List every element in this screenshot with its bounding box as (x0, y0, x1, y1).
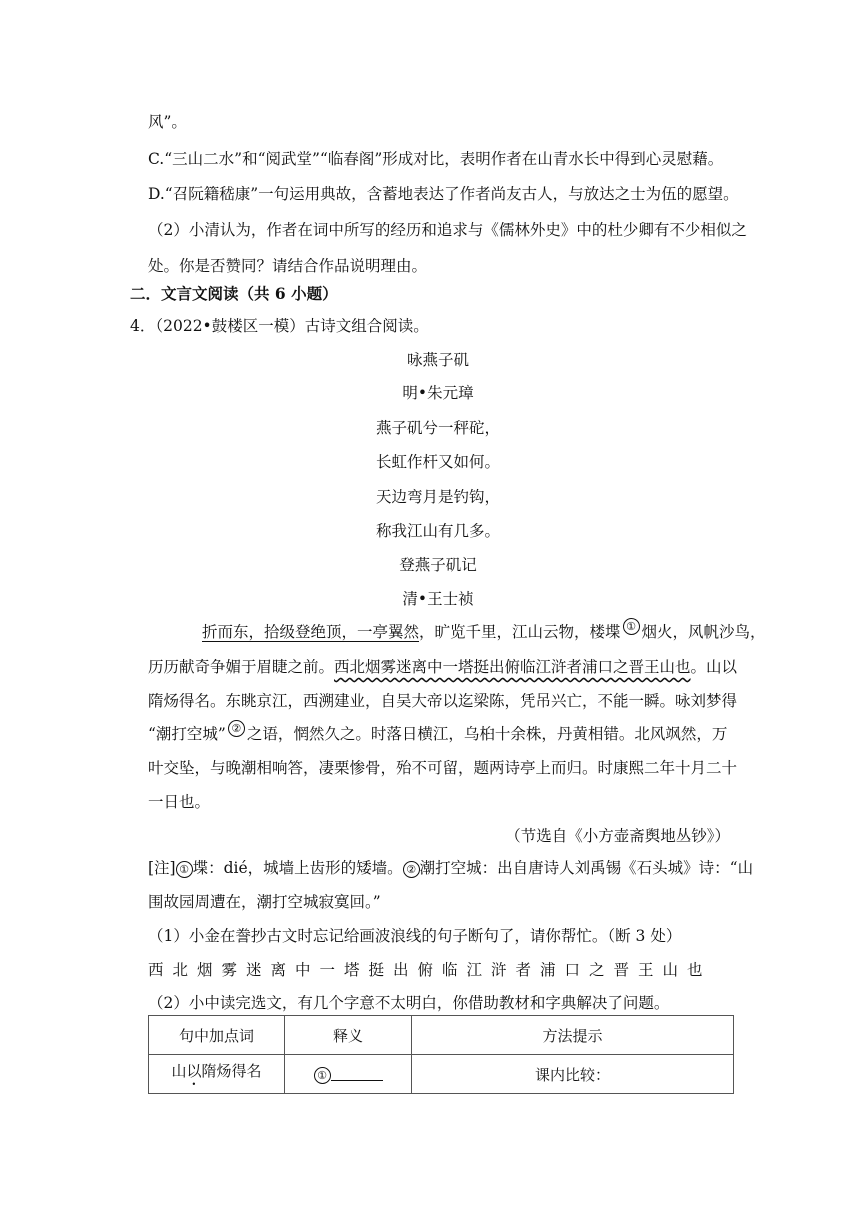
prose-line-1: 折而东，拾级登绝顶，一亭翼然，旷览千里，江山云物，楼堞 ① 烟火，风帆沙鸟， (202, 620, 766, 641)
annotation-line-1: [注] ① 堞：dié，城墙上齿形的矮墙。 ② 潮打空城：出自唐诗人刘禹锡《石头城》诗：“山 (148, 859, 754, 877)
table-header-row (149, 1016, 734, 1055)
option-c: C.“三山二水”和“阅武堂”“临春阁”形成对比，表明作者在山青水长中得到心灵慰藉。 (148, 150, 724, 168)
prose-line-5: 叶交坠，与晚潮相响答，凄栗惨骨，殆不可留，题两诗亭上而归。时康熙二年十月二十 (148, 759, 738, 777)
table-cell-hint: 课内比较： (412, 1055, 734, 1094)
table-header: 释义 (285, 1016, 412, 1055)
source-note: （节选自《小方壶斋舆地丛钞》） (505, 827, 730, 845)
answer-blank[interactable] (331, 1066, 383, 1081)
prose-line-3: 隋炀得名。东眺京江，西溯建业，自吴大帝以迄梁陈，凭吊兴亡，不能一瞬。咏刘梦得 (148, 692, 738, 710)
poem-line-4: 称我江山有几多。 (375, 522, 500, 540)
sub-question-1: （1）小金在誊抄古文时忘记给画波浪线的句子断句了，请你帮忙。（断 3 处） (148, 927, 682, 945)
q3-sub2-line2: 处。你是否赞同？请结合作品说明理由。 (148, 257, 428, 275)
question-4-head: 4．（2022•鼓楼区一模）古诗文组合阅读。 (130, 317, 429, 335)
sub-question-2: （2）小中读完选文，有几个字意不太明白，你借助教材和字典解决了问题。 (148, 994, 670, 1012)
table-cell-word: 山以隋炀得名 (149, 1055, 285, 1094)
q3-continuation: 风”。 (148, 113, 187, 131)
table-row (149, 1055, 734, 1094)
vocab-table (148, 1015, 734, 1094)
option-d: D.“召阮籍嵇康”一句运用典故，含蓄地表达了作者尚友古人，与放达之士为伍的愿望。 (148, 185, 739, 203)
underlined-sentence: 折而东，拾级登绝顶，一亭翼然 (202, 623, 420, 641)
note-marker-2: ② (228, 720, 245, 737)
q3-sub2-line1: （2）小清认为，作者在词中所写的经历和追求与《儒林外史》中的杜少卿有不少相似之 (148, 221, 747, 239)
dotted-word: 以 (186, 1061, 202, 1080)
poem-line-3: 天边弯月是钓钩， (375, 488, 500, 506)
punctuation-exercise: 西北烟雾迷离中一塔挺出俯临江浒者浦口之晋王山也 (148, 961, 712, 979)
annotation-line-2: 围故园周遭在，潮打空城寂寞回。” (148, 893, 381, 911)
table-cell-meaning[interactable] (285, 1055, 412, 1094)
table-header: 方法提示 (412, 1016, 734, 1055)
answer-marker-1: ① (314, 1067, 331, 1084)
note-label-2: ② (403, 861, 420, 878)
poem-title: 咏燕子矶 (406, 351, 469, 369)
prose-line-4: “潮打空城” ② 之语，惘然久之。时落日横江，乌桕十余株，丹黄相错。北风飒然，万 (148, 722, 728, 743)
prose-author: 清•王士祯 (402, 590, 474, 608)
note-label-1: ① (176, 861, 193, 878)
prose-line-2: 历历献奇争媚于眉睫之前。西北烟雾迷离中一塔挺出俯临江浒者浦口之晋王山也。山以 (148, 658, 738, 676)
section-heading: 二．文言文阅读（共 6 小题） (130, 284, 338, 303)
prose-line-6: 一日也。 (148, 793, 211, 811)
wavy-sentence: 西北烟雾迷离中一塔挺出俯临江浒者浦口之晋王山也 (334, 658, 691, 676)
prose-title: 登燕子矶记 (399, 556, 477, 574)
note-marker-1: ① (623, 618, 640, 635)
poem-line-1: 燕子矶兮一秤砣， (375, 419, 500, 437)
poem-line-2: 长虹作杆又如何。 (375, 453, 500, 471)
poem-author: 明•朱元璋 (402, 384, 474, 402)
table-header: 句中加点词 (149, 1016, 285, 1055)
